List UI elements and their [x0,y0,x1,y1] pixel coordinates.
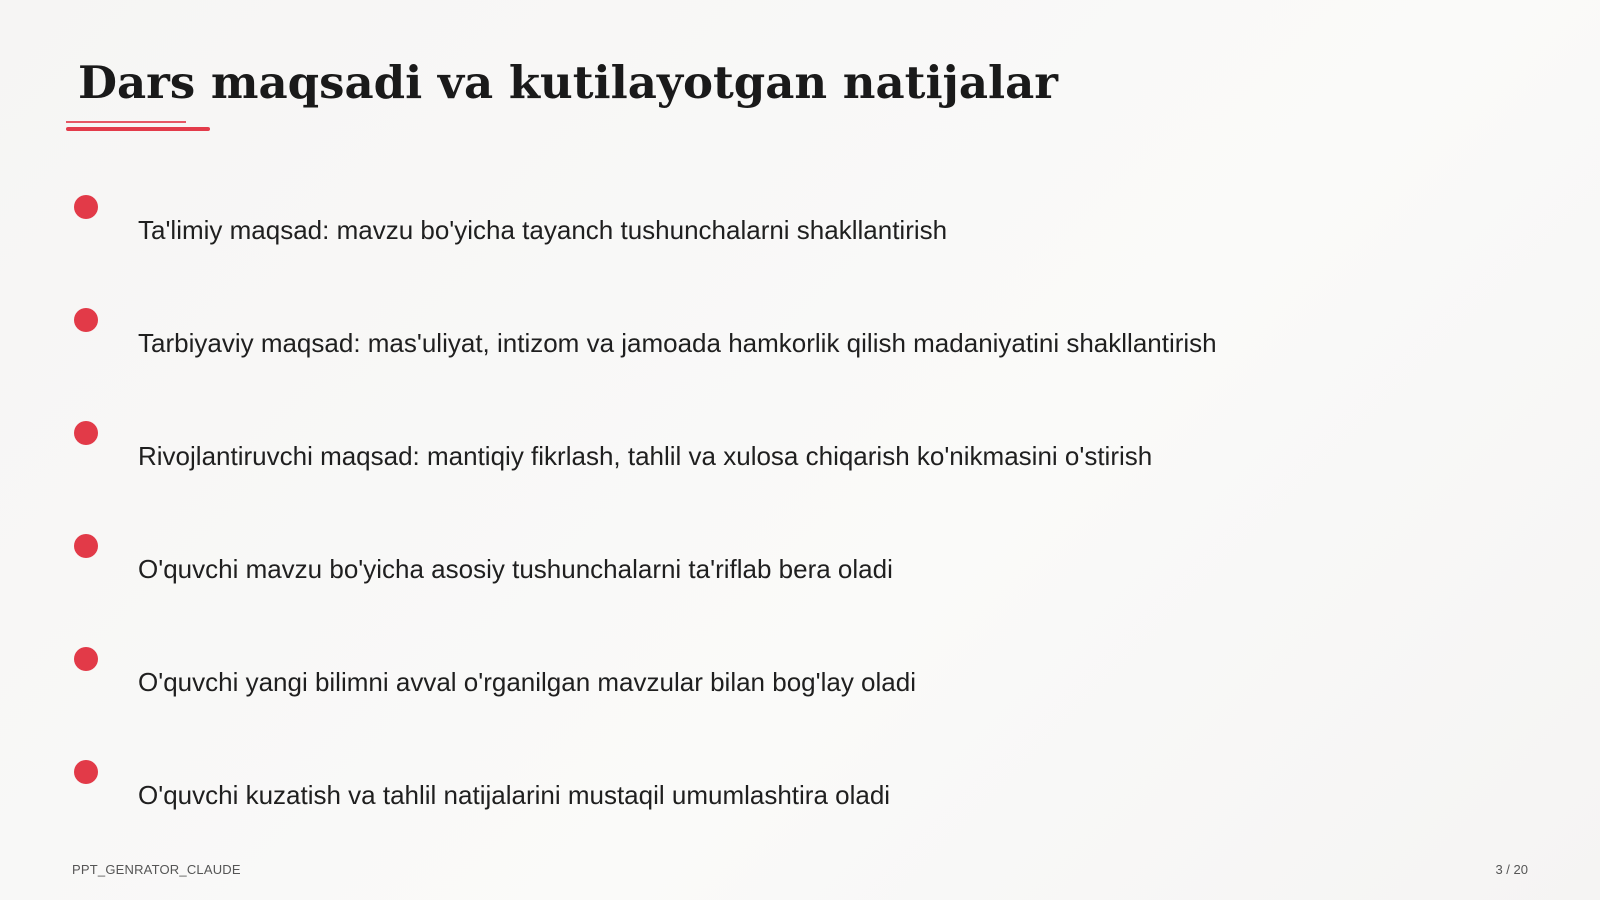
bullet-dot-icon [74,760,98,784]
bullet-dot-icon [74,647,98,671]
slide-title: Dars maqsadi va kutilayotgan natijalar [78,56,1058,109]
list-item [0,760,1400,830]
bullet-text: O'quvchi mavzu bo'yicha asosiy tushunchalarni ta'riflab bera oladi [138,554,893,584]
bullet-text: Ta'limiy maqsad: mavzu bo'yicha tayanch tushunchalarni shakllantirish [138,215,948,245]
bullet-text: Tarbiyaviy maqsad: mas'uliyat, intizom va jamoada hamkorlik qilish madaniyatini shakllantirish [138,328,1217,358]
footer-brand: PPT_GENRATOR_CLAUDE [72,862,241,877]
title-underline [66,127,210,131]
list-item [0,647,1400,717]
list-item [0,308,1400,378]
list-item [0,195,1400,265]
list-item [0,534,1400,604]
bullet-text: O'quvchi yangi bilimni avval o'rganilgan mavzular bilan bog'lay oladi [138,667,916,697]
page-indicator: 3 / 20 [1495,862,1528,877]
list-item [0,421,1400,491]
bullet-dot-icon [74,534,98,558]
bullet-text: O'quvchi kuzatish va tahlil natijalarini mustaqil umumlashtira oladi [138,780,891,810]
bullet-dot-icon [74,308,98,332]
bullet-text: Rivojlantiruvchi maqsad: mantiqiy fikrlash, tahlil va xulosa chiqarish ko'nikmasini o'stirish [138,441,1153,471]
bullet-dot-icon [74,421,98,445]
bullet-dot-icon [74,195,98,219]
